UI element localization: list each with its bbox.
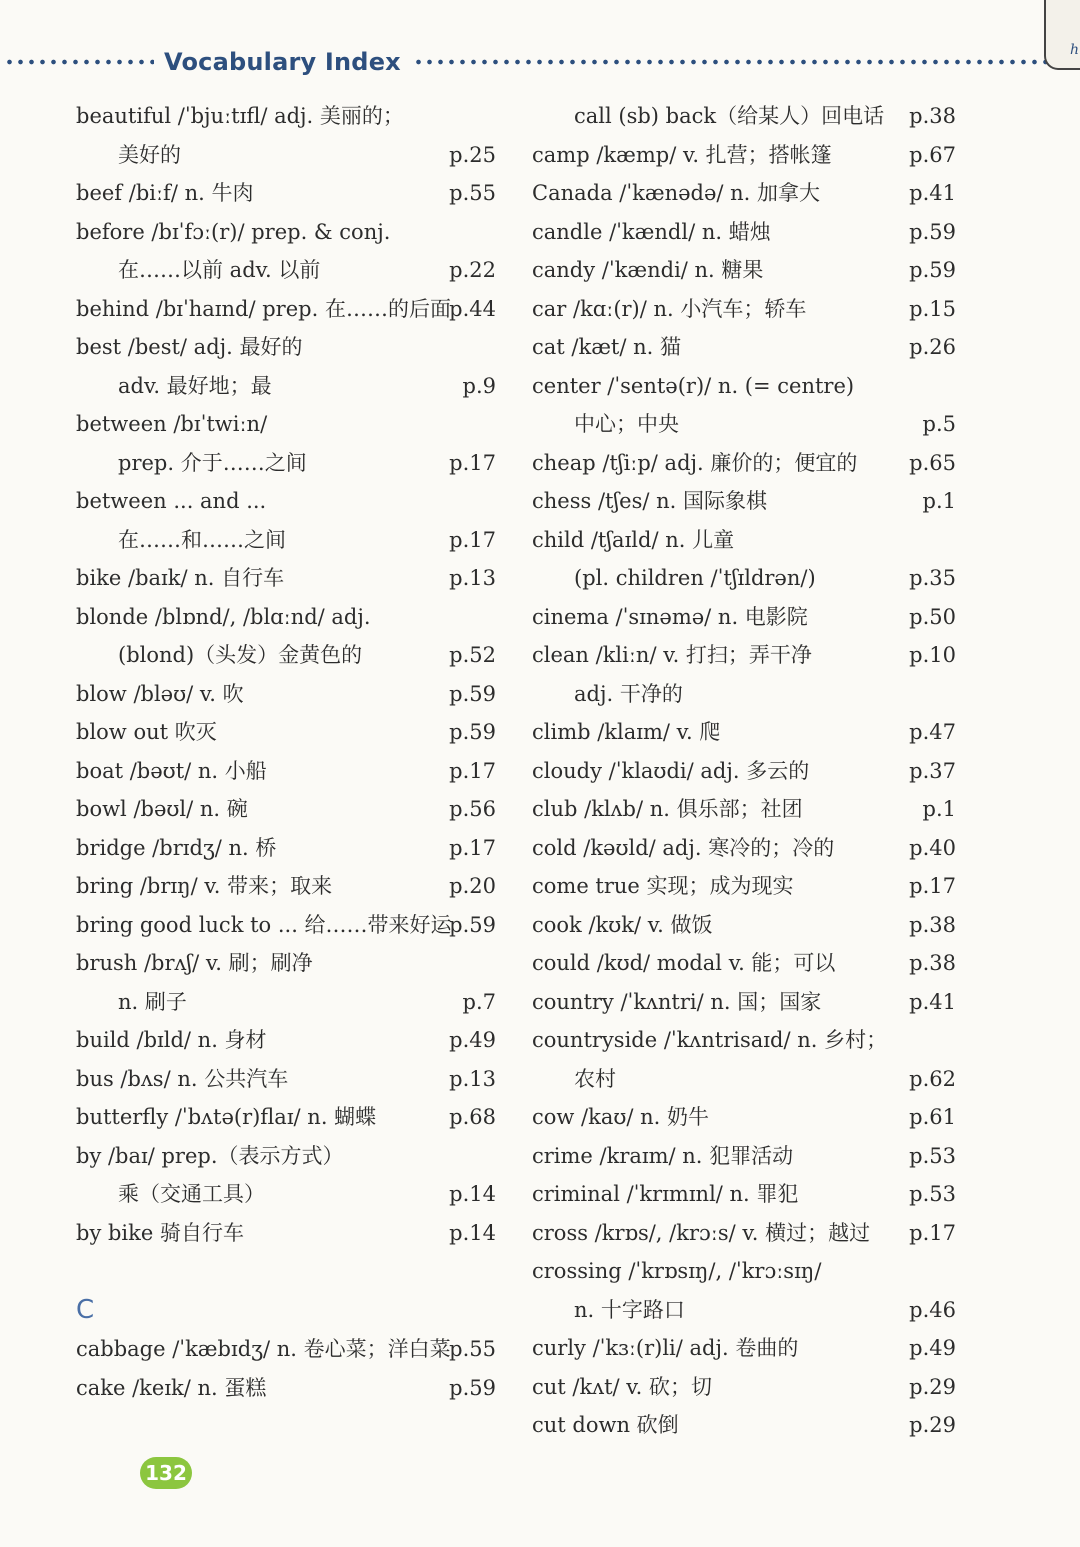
entry-page-ref: p.29 [909, 1374, 956, 1399]
entry-page-ref: p.49 [909, 1336, 956, 1360]
entry-page-ref: p.61 [909, 1105, 956, 1129]
vocab-entry [532, 559, 956, 598]
entry-text: 中心；中央 [574, 412, 679, 436]
entry-page-ref: p.59 [449, 720, 496, 744]
entry-text: butterfly /ˈbʌtə(r)flaɪ/ n. 蝴蝶 [76, 1105, 377, 1129]
entry-text: before /bɪˈfɔː(r)/ prep. & conj. [76, 219, 391, 244]
entry-page-ref: p.25 [449, 142, 496, 167]
page-number-badge: 132 [140, 1457, 192, 1489]
entry-text: bring good luck to ... 给……带来好运 [76, 912, 452, 937]
section-gap [76, 1252, 496, 1290]
right-entries [532, 97, 956, 1445]
entry-page-ref: p.13 [449, 566, 496, 590]
entry-text: crime /kraɪm/ n. 犯罪活动 [532, 1143, 794, 1168]
vocab-entry [532, 1406, 956, 1445]
entry-page-ref: p.37 [909, 758, 956, 783]
vocab-entry [532, 290, 956, 329]
entry-text: cat /kæt/ n. 猫 [532, 335, 681, 359]
vocab-entry [76, 1214, 496, 1253]
vocab-entry [76, 213, 496, 252]
vocab-entry [76, 1021, 496, 1060]
entry-text: 乘（交通工具） [118, 1182, 265, 1206]
entry-page-ref: p.53 [909, 1182, 956, 1206]
entry-page-ref: p.29 [909, 1413, 956, 1437]
vocab-entry [76, 752, 496, 791]
entry-text: build /bɪld/ n. 身材 [76, 1028, 267, 1052]
entry-text: between ... and ... [76, 489, 267, 513]
entry-page-ref: p.38 [909, 951, 956, 975]
entry-page-ref: p.22 [449, 258, 496, 282]
entry-text: Canada /ˈkænədə/ n. 加拿大 [532, 181, 821, 205]
vocab-entry [532, 906, 956, 945]
entry-page-ref: p.7 [462, 989, 496, 1014]
vocab-entry [76, 1175, 496, 1214]
vocab-entry [532, 1291, 956, 1330]
entry-text: by bike 骑自行车 [76, 1220, 244, 1245]
entry-text: candy /ˈkændi/ n. 糖果 [532, 258, 764, 282]
entry-text: adv. 最好地；最 [118, 373, 272, 398]
vocab-entry [76, 251, 496, 290]
entry-page-ref: p.15 [909, 296, 956, 321]
entry-page-ref: p.17 [449, 835, 496, 860]
vocab-entry [76, 713, 496, 752]
entry-page-ref: p.14 [449, 1182, 496, 1206]
left-column [76, 97, 496, 1407]
entry-text: car /kɑː(r)/ n. 小汽车；轿车 [532, 296, 807, 321]
vocab-entry [532, 328, 956, 367]
entry-text: cabbage /ˈkæbɪdʒ/ n. 卷心菜；洋白菜 [76, 1337, 451, 1361]
entry-page-ref: p.65 [909, 450, 956, 475]
vocab-entry [532, 482, 956, 521]
vocab-entry [76, 636, 496, 675]
entry-text: n. 刷子 [118, 989, 187, 1014]
entry-text: (blond)（头发）金黄色的 [118, 643, 363, 667]
entry-text: cheap /tʃiːp/ adj. 廉价的；便宜的 [532, 450, 858, 475]
entry-text: blonde /blɒnd/, /blɑːnd/ adj. [76, 604, 371, 629]
vocab-entry [76, 1137, 496, 1176]
entry-text: countryside /ˈkʌntrisaɪd/ n. 乡村； [532, 1028, 888, 1052]
vocab-entry [532, 713, 956, 752]
entry-text: curly /ˈkɜː(r)li/ adj. 卷曲的 [532, 1336, 799, 1360]
entry-text: (pl. children /ˈtʃɪldrən/) [574, 566, 816, 590]
entry-text: beautiful /ˈbjuːtɪfl/ adj. 美丽的； [76, 104, 404, 128]
entry-page-ref: p.17 [449, 450, 496, 475]
vocab-entry [76, 174, 496, 213]
entry-text: bus /bʌs/ n. 公共汽车 [76, 1066, 289, 1091]
entry-page-ref: p.41 [909, 989, 956, 1014]
vocab-entry [76, 829, 496, 868]
entry-page-ref: p.40 [909, 835, 956, 860]
entry-text: blow /bləʊ/ v. 吹 [76, 681, 244, 706]
entry-text: bring /brɪŋ/ v. 带来；取来 [76, 874, 333, 898]
entry-text: candle /ˈkændl/ n. 蜡烛 [532, 219, 771, 244]
vocab-entry [532, 829, 956, 868]
header-dots-right [413, 59, 1050, 65]
vocab-entry [532, 1098, 956, 1137]
entry-page-ref: p.41 [909, 181, 956, 205]
entry-text: 农村 [574, 1066, 616, 1091]
vocab-entry [532, 1214, 956, 1253]
entry-text: cook /kʊk/ v. 做饭 [532, 912, 713, 937]
entry-page-ref: p.9 [462, 373, 496, 398]
vocab-entry [532, 444, 956, 483]
vocab-entry [532, 251, 956, 290]
entry-text: cinema /ˈsɪnəmə/ n. 电影院 [532, 604, 808, 629]
vocab-entry [76, 482, 496, 521]
entry-page-ref: p.26 [909, 335, 956, 359]
vocab-entry [76, 1330, 496, 1369]
entry-page-ref: p.17 [909, 1220, 956, 1245]
entry-text: bowl /bəʊl/ n. 碗 [76, 797, 248, 821]
vocab-entry [532, 367, 956, 406]
vocab-entry [76, 290, 496, 329]
vocab-entry [76, 405, 496, 444]
entry-text: come true 实现；成为现实 [532, 874, 794, 898]
entry-text: best /best/ adj. 最好的 [76, 335, 303, 359]
header-dots-left [4, 59, 154, 65]
vocab-entry [532, 97, 956, 136]
entry-page-ref: p.1 [922, 797, 956, 821]
entry-page-ref: p.17 [909, 874, 956, 898]
entry-text: cow /kaʊ/ n. 奶牛 [532, 1105, 710, 1129]
vocab-entry [532, 752, 956, 791]
entry-text: beef /biːf/ n. 牛肉 [76, 181, 254, 205]
entry-page-ref: p.59 [449, 912, 496, 937]
page-tab-edge [1044, 0, 1080, 70]
entry-page-ref: p.68 [449, 1105, 496, 1129]
vocab-entry [532, 636, 956, 675]
entry-page-ref: p.59 [909, 258, 956, 282]
entry-text: behind /bɪˈhaɪnd/ prep. 在……的后面 [76, 296, 451, 321]
entry-text: could /kʊd/ modal v. 能；可以 [532, 951, 836, 975]
vocab-entry [76, 444, 496, 483]
vocab-entry [76, 675, 496, 714]
entry-text: bike /baɪk/ n. 自行车 [76, 566, 285, 590]
entry-page-ref: p.38 [909, 912, 956, 937]
entry-text: call (sb) back（给某人）回电话 [574, 104, 885, 128]
entry-page-ref: p.55 [449, 181, 496, 205]
vocab-entry [76, 1098, 496, 1137]
vocab-entry [76, 1369, 496, 1408]
entry-text: child /tʃaɪld/ n. 儿童 [532, 527, 735, 552]
vocab-entry [76, 1060, 496, 1099]
entry-page-ref: p.46 [909, 1297, 956, 1322]
vocab-entry [76, 559, 496, 598]
entry-page-ref: p.13 [449, 1066, 496, 1091]
vocab-entry [76, 983, 496, 1022]
entry-page-ref: p.47 [909, 720, 956, 744]
entry-page-ref: p.55 [449, 1337, 496, 1361]
entry-text: cold /kəʊld/ adj. 寒冷的；冷的 [532, 835, 835, 860]
entry-text: crossing /ˈkrɒsɪŋ/, /ˈkrɔːsɪŋ/ [532, 1259, 822, 1283]
entry-page-ref: p.17 [449, 758, 496, 783]
entry-page-ref: p.5 [922, 412, 956, 436]
vocab-entry [76, 136, 496, 175]
entry-page-ref: p.38 [909, 104, 956, 128]
entry-text: chess /tʃes/ n. 国际象棋 [532, 489, 767, 513]
vocab-entry [532, 174, 956, 213]
entry-text: 在……和……之间 [118, 527, 286, 552]
vocab-entry [532, 1368, 956, 1407]
entry-text: criminal /ˈkrɪmɪnl/ n. 罪犯 [532, 1182, 799, 1206]
entry-page-ref: p.20 [449, 874, 496, 898]
vocab-entry [532, 521, 956, 560]
entry-text: clean /kliːn/ v. 打扫；弄干净 [532, 643, 812, 667]
vocab-entry [76, 328, 496, 367]
section-letter-c: C [76, 1295, 95, 1325]
vocab-entry [532, 598, 956, 637]
entry-text: adj. 干净的 [574, 681, 683, 706]
entry-page-ref: p.59 [449, 681, 496, 706]
entry-page-ref: p.10 [909, 643, 956, 667]
entry-page-ref: p.52 [449, 643, 496, 667]
entry-text: climb /klaɪm/ v. 爬 [532, 720, 721, 744]
entry-page-ref: p.44 [449, 296, 496, 321]
vocab-entry [76, 944, 496, 983]
entry-text: country /ˈkʌntri/ n. 国；国家 [532, 989, 822, 1014]
entry-page-ref: p.59 [449, 1375, 496, 1400]
entry-page-ref: p.56 [449, 797, 496, 821]
entry-page-ref: p.17 [449, 527, 496, 552]
entry-text: cut /kʌt/ v. 砍；切 [532, 1374, 712, 1399]
vocab-entry [532, 136, 956, 175]
vocab-entry [532, 213, 956, 252]
entry-text: bridge /brɪdʒ/ n. 桥 [76, 835, 277, 860]
vocab-entry [532, 1175, 956, 1214]
entry-text: cut down 砍倒 [532, 1413, 679, 1437]
vocab-entry [532, 405, 956, 444]
entry-text: cross /krɒs/, /krɔːs/ v. 横过；越过 [532, 1220, 871, 1245]
page-header [0, 44, 1050, 80]
vocab-entry [532, 983, 956, 1022]
entry-text: prep. 介于……之间 [118, 450, 307, 475]
entry-page-ref: p.49 [449, 1028, 496, 1052]
vocab-entry [532, 1021, 956, 1060]
right-column [532, 97, 956, 1445]
entry-text: blow out 吹灭 [76, 720, 217, 744]
entry-text: 在……以前 adv. 以前 [118, 258, 321, 282]
vocab-entry [76, 598, 496, 637]
entry-text: by /baɪ/ prep.（表示方式） [76, 1143, 344, 1168]
vocab-entry [532, 1060, 956, 1099]
entry-page-ref: p.14 [449, 1220, 496, 1245]
vocab-entry [532, 790, 956, 829]
entry-page-ref: p.35 [909, 566, 956, 590]
entry-text: boat /bəʊt/ n. 小船 [76, 758, 267, 783]
vocab-entry [532, 944, 956, 983]
entry-page-ref: p.50 [909, 604, 956, 629]
entry-page-ref: p.53 [909, 1143, 956, 1168]
entry-text: camp /kæmp/ v. 扎营；搭帐篷 [532, 142, 832, 167]
vocab-entry [76, 367, 496, 406]
entry-text: club /klʌb/ n. 俱乐部；社团 [532, 797, 803, 821]
vocab-entry [76, 867, 496, 906]
entry-text: n. 十字路口 [574, 1297, 685, 1322]
page-title: Vocabulary Index [164, 48, 401, 76]
vocab-entry [532, 867, 956, 906]
vocab-entry [532, 1252, 956, 1291]
entry-page-ref: p.59 [909, 219, 956, 244]
vocab-entry [532, 1329, 956, 1368]
entry-text: cloudy /ˈklaʊdi/ adj. 多云的 [532, 758, 810, 783]
entry-page-ref: p.67 [909, 142, 956, 167]
vocab-entry [76, 521, 496, 560]
entry-text: center /ˈsentə(r)/ n. (= centre) [532, 373, 855, 398]
vocab-entry [532, 675, 956, 714]
entry-page-ref: p.62 [909, 1066, 956, 1091]
left-entries [76, 97, 496, 1252]
vocab-entry [76, 790, 496, 829]
entry-text: cake /keɪk/ n. 蛋糕 [76, 1375, 267, 1400]
entry-text: between /bɪˈtwiːn/ [76, 412, 268, 436]
vocab-entry [76, 906, 496, 945]
vocab-entry [532, 1137, 956, 1176]
entry-text: 美好的 [118, 142, 181, 167]
entry-page-ref: p.1 [922, 489, 956, 513]
left-entries-c [76, 1330, 496, 1407]
vocab-entry [76, 97, 496, 136]
tab-letter: h [1070, 42, 1080, 58]
entry-text: brush /brʌʃ/ v. 刷；刷净 [76, 951, 313, 975]
